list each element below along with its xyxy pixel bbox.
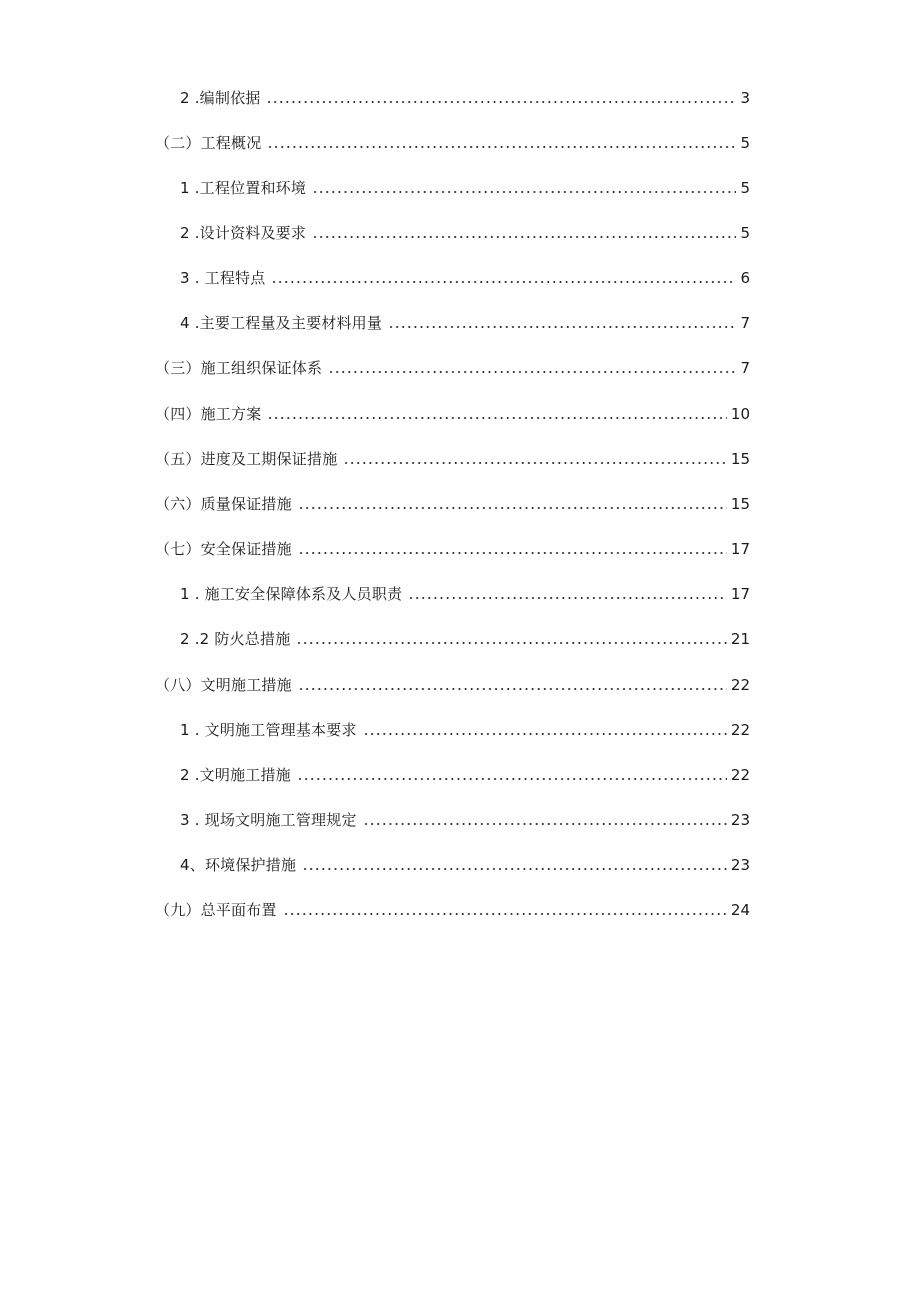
toc-entry-page: 22 (730, 766, 750, 784)
toc-entry-page: 5 (740, 134, 750, 152)
toc-entry-page: 10 (730, 405, 750, 423)
toc-entry[interactable] (180, 763, 750, 787)
dot-leader (297, 778, 727, 780)
toc-entry[interactable] (155, 402, 750, 426)
toc-entry[interactable] (180, 627, 750, 651)
toc-entry-label: （二）工程概况 (155, 134, 262, 152)
toc-entry-page: 23 (730, 811, 750, 829)
toc-entry-label: 4 .主要工程量及主要材料用量 (180, 314, 383, 332)
toc-entry-page: 5 (740, 224, 750, 242)
toc-entry-label: 1 . 文明施工管理基本要求 (180, 721, 357, 739)
toc-entry-label: 2 .编制依据 (180, 89, 261, 107)
toc-entry-label: 1 . 施工安全保障体系及人员职责 (180, 585, 403, 603)
toc-entry-label: （五）进度及工期保证措施 (155, 450, 338, 468)
dot-leader (312, 236, 736, 238)
toc-entry-page: 3 (740, 89, 750, 107)
dot-leader (328, 371, 736, 373)
toc-entry[interactable] (180, 582, 750, 606)
toc-entry-label: 4、环境保护措施 (180, 856, 297, 874)
toc-entry-label: 3 . 工程特点 (180, 269, 266, 287)
toc-entry-label: 1 .工程位置和环境 (180, 179, 307, 197)
toc-entry-label: 3 . 现场文明施工管理规定 (180, 811, 357, 829)
toc-entry-label: 2 .文明施工措施 (180, 766, 291, 784)
toc-entry-label: （九）总平面布置 (155, 901, 277, 919)
dot-leader (363, 733, 727, 735)
toc-entry-page: 6 (740, 269, 750, 287)
toc-entry[interactable] (180, 311, 750, 335)
toc-entry[interactable] (155, 673, 750, 697)
dot-leader (266, 101, 736, 103)
toc-entry-page: 22 (730, 676, 750, 694)
toc-entry-page: 15 (730, 495, 750, 513)
toc-entry[interactable] (180, 718, 750, 742)
toc-entry-page: 7 (740, 359, 750, 377)
toc-entry-label: （八）文明施工措施 (155, 676, 292, 694)
toc-entry-label: （三）施工组织保证体系 (155, 359, 323, 377)
dot-leader (302, 868, 727, 870)
dot-leader (296, 642, 727, 644)
toc-entry-page: 17 (730, 585, 750, 603)
dot-leader (271, 281, 736, 283)
toc-entry-page: 23 (730, 856, 750, 874)
toc-entry[interactable] (180, 853, 750, 877)
toc-entry-page: 17 (730, 540, 750, 558)
toc-entry-label: （七）安全保证措施 (155, 540, 292, 558)
toc-entry-page: 15 (730, 450, 750, 468)
dot-leader (312, 191, 736, 193)
toc-entry[interactable] (155, 131, 750, 155)
toc-entry[interactable] (180, 221, 750, 245)
toc-entry[interactable] (155, 447, 750, 471)
toc-entry-page: 21 (730, 630, 750, 648)
dot-leader (298, 688, 727, 690)
toc-entry[interactable] (180, 86, 750, 110)
toc-entry[interactable] (180, 266, 750, 290)
toc-entry[interactable] (155, 356, 750, 380)
dot-leader (267, 417, 727, 419)
dot-leader (388, 326, 736, 328)
dot-leader (267, 146, 736, 148)
dot-leader (298, 552, 727, 554)
dot-leader (408, 597, 727, 599)
toc-entry[interactable] (180, 808, 750, 832)
dot-leader (298, 507, 727, 509)
toc-entry-page: 22 (730, 721, 750, 739)
toc-entry-label: （六）质量保证措施 (155, 495, 292, 513)
toc-entry-label: 2 .2 防火总措施 (180, 630, 291, 648)
toc-entry-label: （四）施工方案 (155, 405, 262, 423)
toc-entry[interactable] (180, 176, 750, 200)
toc-entry[interactable] (155, 492, 750, 516)
toc-entry-page: 24 (730, 901, 750, 919)
toc-entry-page: 5 (740, 179, 750, 197)
toc-entry[interactable] (155, 898, 750, 922)
dot-leader (283, 913, 727, 915)
dot-leader (343, 462, 727, 464)
toc-entry[interactable] (155, 537, 750, 561)
toc-entry-page: 7 (740, 314, 750, 332)
toc-entry-label: 2 .设计资料及要求 (180, 224, 307, 242)
dot-leader (363, 823, 727, 825)
